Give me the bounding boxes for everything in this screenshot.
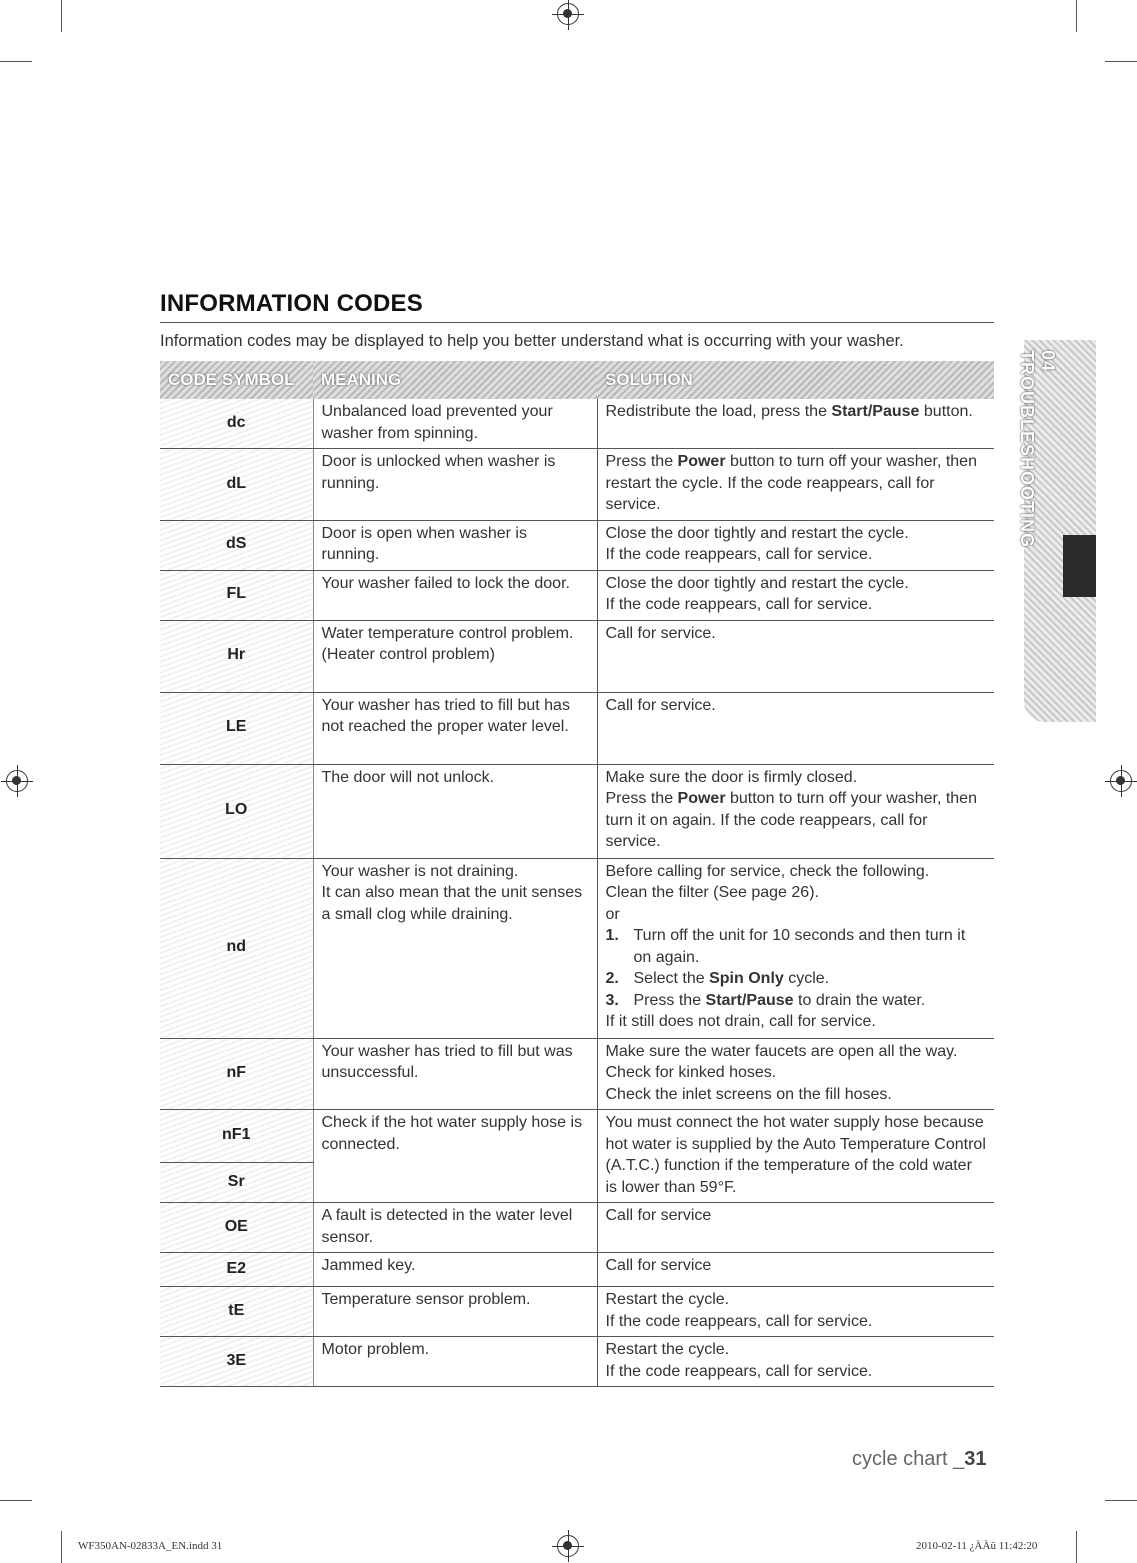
- code-symbol: Sr: [160, 1163, 313, 1203]
- solution-cell: Press the Power button to turn off your washer, then restart the cycle. If the code reappears, call for service.: [597, 449, 994, 521]
- meaning-cell: Temperature sensor problem.: [313, 1287, 597, 1337]
- crop-mark: [0, 61, 32, 62]
- header-meaning: MEANING: [313, 361, 597, 399]
- code-symbol: E2: [160, 1253, 313, 1287]
- solution-cell: Close the door tightly and restart the cycle. If the code reappears, call for service.: [597, 570, 994, 620]
- solution-cell: Redistribute the load, press the Start/Pause button.: [597, 399, 994, 449]
- table-header-row: [160, 361, 994, 399]
- solution-cell: Restart the cycle. If the code reappears, call for service.: [597, 1287, 994, 1337]
- crop-mark: [1076, 1531, 1077, 1563]
- page-title: INFORMATION CODES: [160, 290, 423, 317]
- crop-mark: [1076, 0, 1077, 32]
- meaning-cell: Your washer is not draining. It can also mean that the unit senses a small clog while draining.: [313, 858, 597, 1038]
- solution-cell: Before calling for service, check the following. Clean the filter (See page 26). or 1. Turn off the unit for 10 seconds and then turn it on again. 2. Select the Spin Only cycle. 3. Press the Start/Pause to drain the water. If it still does not drain, call for service.: [597, 858, 994, 1038]
- information-codes-table: [160, 361, 994, 1387]
- code-symbol: FL: [160, 570, 313, 620]
- meaning-cell: Jammed key.: [313, 1253, 597, 1287]
- solution-cell: Call for service: [597, 1203, 994, 1253]
- code-symbol: LE: [160, 692, 313, 764]
- meaning-cell: Motor problem.: [313, 1337, 597, 1387]
- meaning-cell: A fault is detected in the water level sensor.: [313, 1203, 597, 1253]
- code-symbol: dS: [160, 520, 313, 570]
- solution-steps: [606, 925, 987, 1011]
- code-symbol: dL: [160, 449, 313, 521]
- solution-cell: Restart the cycle. If the code reappears, call for service.: [597, 1337, 994, 1387]
- meaning-cell: Your washer failed to lock the door.: [313, 570, 597, 620]
- meaning-cell: Door is open when washer is running.: [313, 520, 597, 570]
- table-row: [160, 1203, 994, 1253]
- code-symbol: OE: [160, 1203, 313, 1253]
- solution-cell: You must connect the hot water supply hose because hot water is supplied by the Auto Temperature Control (A.T.C.) function if the temperature of the cold water is lower than 59°F.: [597, 1110, 994, 1203]
- registration-mark-icon: [557, 1535, 579, 1557]
- code-symbol: nF1: [160, 1110, 313, 1163]
- table-row: [160, 570, 994, 620]
- intro-text: Information codes may be displayed to help you better understand what is occurring with your washer.: [160, 332, 904, 350]
- table-row: [160, 858, 994, 1038]
- meaning-cell: Water temperature control problem. (Heater control problem): [313, 620, 597, 692]
- meaning-cell: Check if the hot water supply hose is connected.: [313, 1110, 597, 1203]
- code-symbol: LO: [160, 764, 313, 858]
- page-number: 31: [964, 1448, 987, 1470]
- code-symbol: 3E: [160, 1337, 313, 1387]
- meaning-cell: Your washer has tried to fill but has not reached the proper water level.: [313, 692, 597, 764]
- code-symbol: dc: [160, 399, 313, 449]
- title-divider: [160, 322, 994, 323]
- header-solution: SOLUTION: [597, 361, 994, 399]
- registration-mark-icon: [6, 770, 28, 792]
- table-row: [160, 1253, 994, 1287]
- list-item: 2. Select the Spin Only cycle.: [605, 970, 830, 987]
- table-row: [160, 399, 994, 449]
- footer-section-label: cycle chart _: [852, 1448, 965, 1470]
- page-footer: [852, 1448, 987, 1471]
- table-row: [160, 449, 994, 521]
- meaning-cell: Your washer has tried to fill but was unsuccessful.: [313, 1038, 597, 1110]
- code-symbol: nd: [160, 858, 313, 1038]
- meaning-cell: Unbalanced load prevented your washer from spinning.: [313, 399, 597, 449]
- solution-cell: Call for service.: [597, 692, 994, 764]
- registration-mark-icon: [557, 3, 579, 25]
- code-symbol: nF: [160, 1038, 313, 1110]
- chapter-tab-label: 04 TROUBLESHOOTING: [1017, 350, 1058, 548]
- table-row: [160, 620, 994, 692]
- list-item: 1. Turn off the unit for 10 seconds and then turn it on again.: [605, 927, 966, 966]
- solution-cell: Close the door tightly and restart the cycle. If the code reappears, call for service.: [597, 520, 994, 570]
- code-symbol: Hr: [160, 620, 313, 692]
- solution-cell: Make sure the door is firmly closed. Press the Power button to turn off your washer, then turn it on again. If the code reappears, call for service.: [597, 764, 994, 858]
- crop-mark: [61, 1531, 62, 1563]
- solution-cell: Call for service.: [597, 620, 994, 692]
- table-row: [160, 1038, 994, 1110]
- crop-mark: [61, 0, 62, 32]
- table-row: [160, 764, 994, 858]
- table-row: [160, 692, 994, 764]
- solution-cell: Call for service: [597, 1253, 994, 1287]
- meaning-cell: The door will not unlock.: [313, 764, 597, 858]
- solution-cell: Make sure the water faucets are open all the way. Check for kinked hoses. Check the inlet screens on the fill hoses.: [597, 1038, 994, 1110]
- table-row: [160, 1337, 994, 1387]
- header-code-symbol: CODE SYMBOL: [160, 361, 313, 399]
- registration-mark-icon: [1110, 770, 1132, 792]
- crop-mark: [1105, 1500, 1137, 1501]
- table-row: [160, 1287, 994, 1337]
- print-timestamp: 2010-02-11 ¿ÀÀü 11:42:20: [916, 1540, 1038, 1552]
- crop-mark: [1105, 61, 1137, 62]
- crop-mark: [0, 1500, 32, 1501]
- table-row: [160, 520, 994, 570]
- list-item: 3. Press the Start/Pause to drain the water.: [605, 991, 926, 1009]
- code-symbol: tE: [160, 1287, 313, 1337]
- table-row: [160, 1110, 994, 1163]
- print-file-info: WF350AN-02833A_EN.indd 31: [78, 1540, 223, 1552]
- chapter-tab-marker: [1063, 535, 1096, 597]
- meaning-cell: Door is unlocked when washer is running.: [313, 449, 597, 521]
